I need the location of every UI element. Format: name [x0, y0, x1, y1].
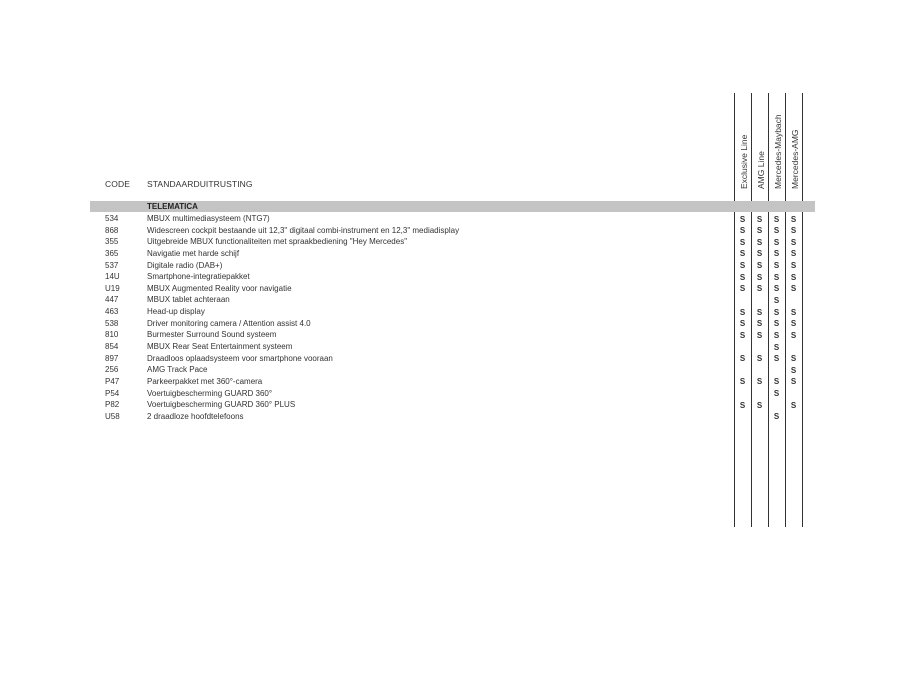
standard-mark: S	[773, 330, 780, 340]
table-row	[0, 341, 906, 353]
standard-mark: S	[739, 261, 746, 271]
column-header-exclusive-line	[734, 93, 751, 189]
row-code: 355	[105, 237, 119, 247]
standard-mark: S	[739, 214, 746, 224]
row-code: 14U	[105, 272, 120, 282]
standard-mark: S	[773, 249, 780, 259]
table-row	[0, 329, 906, 341]
standard-mark: S	[756, 330, 763, 340]
row-description: Voertuigbescherming GUARD 360°	[147, 388, 273, 398]
standard-mark: S	[790, 330, 797, 340]
standard-mark: S	[756, 272, 763, 282]
table-row	[0, 399, 906, 411]
standard-mark: S	[790, 249, 797, 259]
equipment-header: STANDAARDUITRUSTING	[147, 179, 253, 189]
row-description: 2 draadloze hoofdtelefoons	[147, 411, 244, 421]
standard-mark: S	[773, 412, 780, 422]
table-row	[0, 411, 906, 423]
row-description: Uitgebreide MBUX functionaliteiten met spraakbediening "Hey Mercedes"	[147, 237, 408, 247]
standard-mark: S	[756, 307, 763, 317]
row-description: Head-up display	[147, 307, 205, 317]
section-title: TELEMATICA	[147, 202, 198, 211]
standard-mark: S	[773, 319, 780, 329]
table-row	[0, 376, 906, 388]
row-code: U58	[105, 411, 120, 421]
column-header-label: Mercedes-Maybach	[772, 114, 783, 189]
standard-mark: S	[790, 400, 797, 410]
standard-mark: S	[773, 295, 780, 305]
row-description: MBUX tablet achteraan	[147, 295, 230, 305]
standard-mark: S	[756, 237, 763, 247]
standard-mark: S	[739, 237, 746, 247]
table-row	[0, 213, 906, 225]
table-row	[0, 388, 906, 400]
row-code: 868	[105, 225, 119, 235]
standard-mark: S	[790, 226, 797, 236]
standard-mark: S	[739, 377, 746, 387]
standard-mark: S	[756, 214, 763, 224]
standard-mark: S	[773, 214, 780, 224]
section-bar	[90, 201, 815, 212]
equipment-table	[0, 213, 906, 423]
standard-mark: S	[790, 214, 797, 224]
column-header-amg-line	[751, 93, 768, 189]
standard-mark: S	[773, 342, 780, 352]
table-row	[0, 283, 906, 295]
table-row	[0, 353, 906, 365]
standard-mark: S	[773, 389, 780, 399]
standard-mark: S	[790, 307, 797, 317]
row-description: Digitale radio (DAB+)	[147, 260, 223, 270]
table-row	[0, 248, 906, 260]
row-description: Widescreen cockpit bestaande uit 12,3" digitaal combi-instrument en 12,3" mediadisplay	[147, 225, 460, 235]
row-description: Parkeerpakket met 360°-camera	[147, 376, 263, 386]
row-code: 447	[105, 295, 119, 305]
standard-mark: S	[773, 377, 780, 387]
column-header-mercedes-maybach	[768, 93, 785, 189]
standard-mark: S	[773, 261, 780, 271]
row-code: P82	[105, 400, 120, 410]
standard-mark: S	[739, 272, 746, 282]
row-code: P47	[105, 376, 120, 386]
standard-mark: S	[739, 319, 746, 329]
row-description: Navigatie met harde schijf	[147, 248, 240, 258]
row-code: 810	[105, 330, 119, 340]
standard-mark: S	[790, 284, 797, 294]
standard-mark: S	[790, 237, 797, 247]
standard-mark: S	[756, 249, 763, 259]
standard-mark: S	[756, 354, 763, 364]
standard-mark: S	[756, 226, 763, 236]
column-header-mercedes-amg	[785, 93, 802, 189]
row-code: 538	[105, 318, 119, 328]
standard-mark: S	[790, 365, 797, 375]
table-row	[0, 318, 906, 330]
row-description: Voertuigbescherming GUARD 360° PLUS	[147, 400, 296, 410]
standard-mark: S	[739, 307, 746, 317]
row-description: Draadloos oplaadsysteem voor smartphone vooraan	[147, 353, 333, 363]
row-code: U19	[105, 283, 120, 293]
row-code: P54	[105, 388, 120, 398]
row-description: MBUX Augmented Reality voor navigatie	[147, 283, 292, 293]
standard-mark: S	[739, 284, 746, 294]
code-header: CODE	[105, 179, 130, 189]
standard-mark: S	[790, 272, 797, 282]
table-row	[0, 271, 906, 283]
row-description: Driver monitoring camera / Attention assist 4.0	[147, 318, 311, 328]
standard-mark: S	[739, 354, 746, 364]
row-description: MBUX multimediasysteem (NTG7)	[147, 214, 270, 223]
standard-mark: S	[773, 237, 780, 247]
standard-mark: S	[739, 330, 746, 340]
standard-mark: S	[773, 272, 780, 282]
table-row	[0, 364, 906, 376]
table-row	[0, 236, 906, 248]
row-description: Smartphone-integratiepakket	[147, 272, 250, 282]
row-code: 256	[105, 365, 119, 375]
standard-mark: S	[739, 400, 746, 410]
standard-mark: S	[756, 400, 763, 410]
standard-mark: S	[756, 319, 763, 329]
row-code: 854	[105, 342, 119, 352]
row-code: 534	[105, 214, 119, 223]
standard-mark: S	[739, 249, 746, 259]
standard-mark: S	[773, 354, 780, 364]
standard-mark: S	[773, 307, 780, 317]
standard-mark: S	[790, 377, 797, 387]
column-header-label: Mercedes-AMG	[789, 129, 800, 189]
standard-mark: S	[773, 226, 780, 236]
table-row	[0, 294, 906, 306]
row-code: 463	[105, 307, 119, 317]
column-header-label: AMG Line	[755, 151, 766, 189]
standard-mark: S	[739, 226, 746, 236]
row-description: MBUX Rear Seat Entertainment systeem	[147, 342, 293, 352]
row-code: 897	[105, 353, 119, 363]
standard-mark: S	[756, 377, 763, 387]
standard-mark: S	[790, 354, 797, 364]
standard-mark: S	[756, 284, 763, 294]
column-header-label: Exclusive Line	[738, 134, 749, 189]
row-description: Burmester Surround Sound systeem	[147, 330, 277, 340]
standard-mark: S	[773, 284, 780, 294]
standard-mark: S	[790, 261, 797, 271]
row-description: AMG Track Pace	[147, 365, 208, 375]
row-code: 365	[105, 248, 119, 258]
table-row	[0, 225, 906, 237]
table-row	[0, 306, 906, 318]
row-code: 537	[105, 260, 119, 270]
standard-mark: S	[790, 319, 797, 329]
standard-mark: S	[756, 261, 763, 271]
table-row	[0, 260, 906, 272]
